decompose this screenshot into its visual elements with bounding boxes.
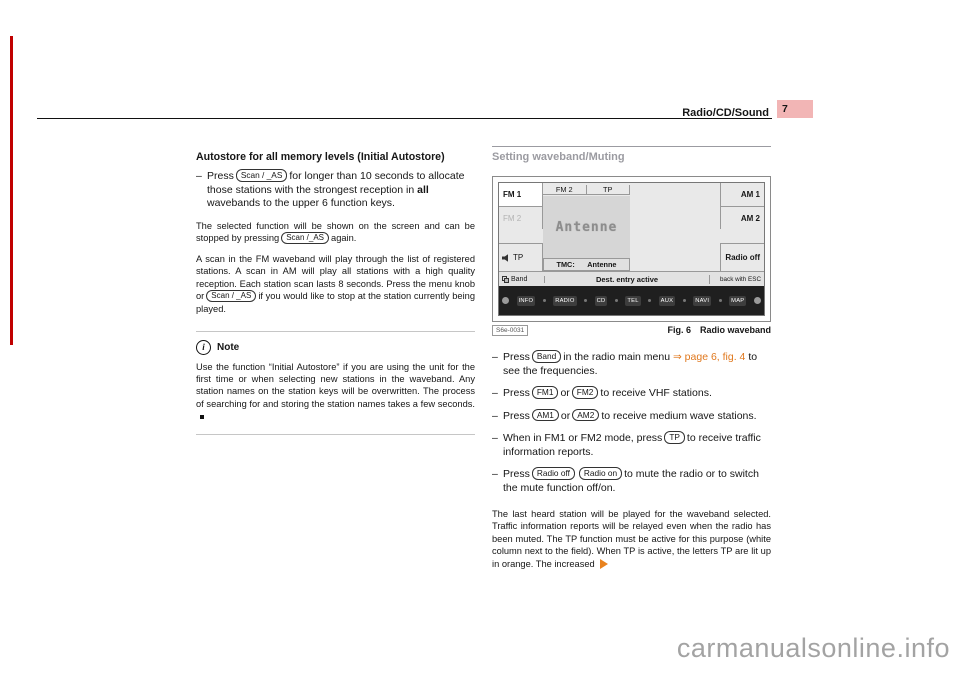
step-text: Press (503, 387, 530, 399)
instruction-step-autostore (196, 170, 475, 211)
am2-keycap: AM2 (572, 409, 599, 422)
section-heading-autostore: Autostore for all memory levels (Initial Autostore) (196, 151, 445, 163)
watermark: carmanualsonline.info (676, 633, 950, 663)
info-note-icon: i (196, 340, 211, 355)
waveband-key-am2: AM 2 (720, 207, 764, 229)
radio-screen (498, 182, 765, 316)
station-display: Antenne (543, 196, 630, 258)
tmc-label: TMC: (556, 260, 575, 269)
dash-bullet: – (492, 432, 498, 444)
instruction-step-am (492, 410, 771, 424)
separator-knob-icon (683, 299, 686, 302)
tmc-row (543, 258, 630, 271)
red-edge-bar (10, 36, 13, 345)
continuation-triangle-icon (600, 559, 608, 569)
paragraph-text: A scan in the FM waveband will play through the list of registered stations. A scan in AM will play all stations with a high quality reception. Each station scan lasts 8 seconds. Press the menu knob or (196, 253, 475, 302)
waveband-key-fm2: FM 2 (499, 207, 543, 229)
step-text-bold: all (417, 183, 429, 196)
closing-paragraph: The last heard station will be played for the waveband selected. Traffic information reports will be relayed even when the radio has been muted. The TP function must be active for this purpose (white column next to the field). When TP is active, the letters TP are lit up in orange. The increased (492, 509, 771, 569)
note-text: Use the function “Initial Autostore” if you are using the unit for the first time or when selecting new stations in the waveband. Any station names on the station keys will be overwritten. The process of searching for and storing the station names takes a few seconds. (196, 361, 475, 423)
fascia-button-tel: TEL (627, 297, 639, 304)
radio-off-keycap: Radio off (532, 467, 575, 480)
step-text: in the radio main menu (563, 351, 671, 363)
page-number-tab: 7 (777, 100, 813, 118)
body-paragraph (196, 253, 475, 316)
dash-bullet: – (492, 351, 498, 363)
step-text: to see the frequencies. (503, 351, 758, 377)
separator-knob-icon (584, 299, 587, 302)
fascia-button-radio: RADIO (555, 297, 575, 304)
page-header-title: Radio/CD/Sound (682, 107, 769, 119)
step-text: Press (207, 170, 234, 182)
fascia-button-cd: CD (596, 297, 606, 304)
left-column (196, 151, 475, 435)
step-text: to receive traffic information reports. (503, 432, 761, 458)
note-title: Note (217, 341, 240, 353)
speaker-icon (502, 254, 510, 262)
back-esc-cell: back with ESC (720, 275, 761, 283)
step-text: Press (503, 468, 530, 480)
separator-knob-icon (543, 299, 546, 302)
fascia-button-info: INFO (518, 297, 534, 304)
separator-knob-icon (615, 299, 618, 302)
end-of-section-mark-icon (200, 415, 204, 419)
right-knob-icon (754, 297, 761, 304)
step-text: to receive VHF stations. (600, 387, 712, 399)
instruction-step-band (492, 351, 771, 378)
tmc-value: Antenne (587, 260, 617, 269)
screen-bottom-row (499, 271, 764, 286)
body-paragraph (196, 220, 475, 245)
band-keycap: Band (532, 350, 561, 363)
step-text: for longer than 10 seconds to allocate those stations with the strongest reception in (207, 170, 465, 196)
waveband-key-tp: TP (499, 243, 543, 271)
fm1-keycap: FM1 (532, 386, 559, 399)
figure-caption (667, 325, 771, 335)
left-knob-icon (502, 297, 509, 304)
step-text: Press (503, 351, 530, 363)
scan-as-keycap: Scan /_AS (281, 232, 329, 244)
instruction-step-fm (492, 387, 771, 401)
figure-caption-text: Radio waveband (699, 325, 771, 335)
step-text: to receive medium wave stations. (601, 409, 757, 422)
paragraph-text: if you would like to stop at the station currently being played. (196, 291, 475, 315)
waveband-key-fm1: FM 1 (499, 183, 543, 207)
step-text: to mute the radio or to switch the mute function off/on. (503, 468, 759, 494)
dash-bullet: – (492, 387, 498, 399)
fascia-button-aux: AUX (660, 297, 674, 304)
tp-keycap: TP (664, 431, 685, 444)
step-text: When in FM1 or FM2 mode, press (503, 432, 663, 444)
waveband-tabs (543, 183, 630, 196)
separator-knob-icon (719, 299, 722, 302)
step-text: or (560, 387, 570, 399)
cross-reference-link[interactable]: ⇒ page 6, fig. 4 (672, 351, 746, 363)
radio-on-keycap: Radio on (579, 467, 622, 480)
radio-off-key: Radio off (720, 243, 764, 271)
separator-knob-icon (648, 299, 651, 302)
band-icon (502, 276, 509, 283)
step-text: or (560, 409, 571, 422)
band-cell: Band (499, 276, 545, 283)
dash-bullet: – (492, 409, 498, 422)
step-text: wavebands to the upper 6 function keys. (207, 197, 395, 209)
dash-bullet: – (492, 468, 498, 480)
fascia-button-map: MAP (731, 297, 745, 304)
scan-as-keycap: Scan / _AS (236, 169, 288, 182)
tab-fm2: FM 2 (543, 185, 587, 195)
dash-bullet: – (196, 170, 202, 182)
paragraph-text: The selected function will be shown on the screen and can be stopped by pressing (196, 220, 475, 243)
figure-caption-label: Fig. 6 (667, 325, 691, 335)
dest-entry-cell: Dest. entry active (545, 275, 710, 284)
fm2-keycap: FM2 (572, 386, 599, 399)
section-heading-waveband: Setting waveband/Muting (492, 146, 771, 163)
page-header (37, 100, 772, 119)
right-column (492, 146, 771, 578)
figure-code: S6e-0031 (492, 325, 528, 336)
radio-display-figure (492, 176, 771, 322)
paragraph-text: again. (331, 232, 357, 243)
instruction-step-mute (492, 468, 771, 495)
fascia-button-navi: NAVI (695, 297, 710, 304)
tab-tp: TP (587, 185, 631, 195)
scan-as-keycap: Scan / _AS (206, 290, 256, 302)
instruction-step-tp (492, 432, 771, 459)
step-text: Press (503, 409, 530, 422)
note-block (196, 331, 475, 435)
am1-keycap: AM1 (532, 409, 559, 422)
waveband-key-am1: AM 1 (720, 183, 764, 207)
fascia-button-bar (499, 286, 764, 315)
